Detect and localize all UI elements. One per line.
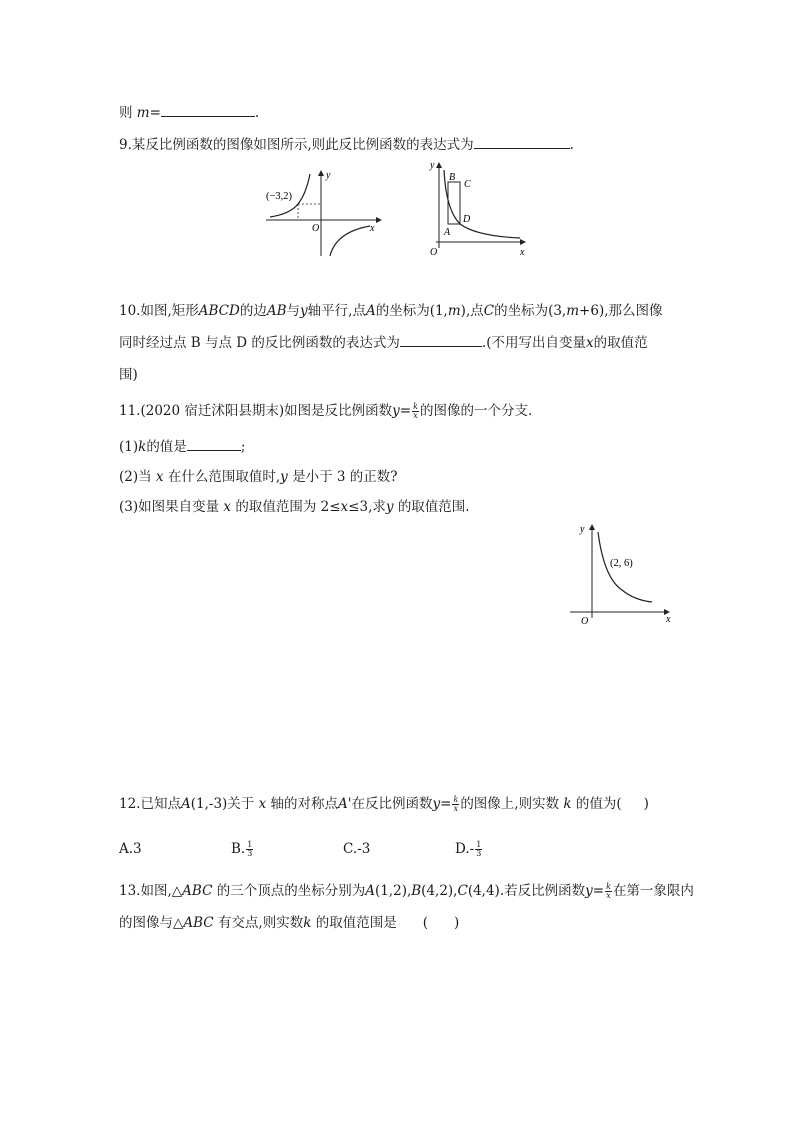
q11-eq: = bbox=[399, 403, 412, 419]
q12-frac-num: k bbox=[453, 795, 459, 804]
q10-abcd: ABCD bbox=[198, 303, 240, 319]
q10-origin-label: O bbox=[430, 247, 438, 258]
q12-text: (1,-3)关于 bbox=[190, 796, 255, 812]
q11-text: 在什么范围取值时, bbox=[167, 469, 281, 485]
q11-point-label: (2, 6) bbox=[610, 558, 633, 569]
q12-text: 的值为( bbox=[575, 796, 622, 812]
q12-fraction bbox=[452, 796, 459, 813]
q13-abc: ABC bbox=[183, 915, 214, 931]
q13-text: (1,2), bbox=[374, 883, 412, 899]
q12-option-d[interactable] bbox=[455, 840, 483, 858]
q13-text: 的取值范围是 bbox=[315, 915, 397, 931]
q11-text: (2)当 bbox=[119, 469, 152, 485]
q11-origin-label: O bbox=[581, 616, 589, 627]
q10-a: A bbox=[365, 303, 376, 319]
q13-text: 在第一象限内 bbox=[612, 883, 694, 899]
q11-text: 11.(2020 宿迁沭阳县期末)如图是反比例函数 bbox=[119, 403, 393, 419]
q12-text: 在反比例函数 bbox=[351, 796, 433, 812]
q12-option-a-text: A.3 bbox=[119, 841, 142, 857]
q10-line-1 bbox=[119, 302, 663, 320]
q10-text: .(不用写出自变量 bbox=[481, 335, 586, 351]
q10-m: m bbox=[447, 303, 461, 319]
q10-label-c: C bbox=[464, 179, 471, 190]
q10-text: 10.如图,矩形 bbox=[119, 303, 199, 319]
q12-text: ) bbox=[643, 796, 649, 812]
q9-origin-label: O bbox=[312, 223, 320, 234]
q10-y-label: y bbox=[430, 160, 435, 171]
q11-text: (3)如图果自变量 bbox=[119, 499, 220, 515]
q10-line-3 bbox=[119, 366, 138, 384]
q8-end: . bbox=[254, 105, 260, 121]
q10-x-label: x bbox=[520, 247, 525, 258]
q10-text: 轴平行,点 bbox=[307, 303, 366, 319]
q12-option-b-fraction bbox=[246, 841, 253, 858]
q11-y-label: y bbox=[580, 524, 585, 535]
q10-x: x bbox=[585, 335, 594, 351]
q11-part-1 bbox=[119, 438, 245, 456]
q13-b: B bbox=[411, 883, 422, 899]
q13-text: ( bbox=[422, 915, 428, 931]
q9-figure bbox=[262, 168, 386, 260]
q11-x: x bbox=[223, 499, 232, 515]
q9-y-label: y bbox=[326, 170, 331, 181]
q9-text: 9.某反比例函数的图像如图所示,则此反比例函数的表达式为 bbox=[119, 137, 474, 153]
q10-answer-blank[interactable] bbox=[400, 334, 482, 347]
q9-answer-blank[interactable] bbox=[474, 136, 570, 149]
q11-x: x bbox=[340, 499, 349, 515]
q11-frac-num: k bbox=[413, 402, 418, 411]
q12-option-c[interactable] bbox=[343, 840, 370, 858]
q11-part-3 bbox=[119, 498, 470, 516]
q10-curve bbox=[444, 170, 520, 238]
q13-c: C bbox=[457, 883, 468, 899]
q12-option-d-fraction bbox=[475, 841, 482, 858]
q11-text: 的值是 bbox=[146, 439, 187, 455]
q11-k: k bbox=[138, 439, 147, 455]
q13-y: y bbox=[585, 883, 593, 899]
q10-text: 的边 bbox=[239, 303, 267, 319]
q12-text: 的图像上,则实数 bbox=[460, 796, 560, 812]
q9-line bbox=[119, 136, 574, 154]
q12-x: x bbox=[258, 796, 267, 812]
q10-text: 的取值范 bbox=[593, 335, 648, 351]
q11-head bbox=[119, 402, 532, 420]
q13-text: (4,2), bbox=[421, 883, 458, 899]
q9-y-arrow bbox=[318, 170, 324, 176]
q13-line-2 bbox=[119, 914, 459, 932]
q10-text: +6),那么图像 bbox=[579, 303, 663, 319]
q12-y: y bbox=[432, 796, 441, 812]
q10-text: ),点 bbox=[460, 303, 484, 319]
q11-text: 的取值范围为 2≤ bbox=[235, 499, 341, 515]
q11-y: y bbox=[392, 403, 400, 419]
q12-option-c-text: C.-3 bbox=[343, 841, 371, 857]
q11-text: ; bbox=[240, 439, 246, 455]
q10-text: 围) bbox=[119, 367, 138, 383]
q12-line bbox=[119, 795, 649, 813]
q11-figure bbox=[566, 518, 680, 626]
q10-label-b: B bbox=[449, 172, 456, 183]
q13-eq: = bbox=[592, 883, 605, 899]
q11-text: (1) bbox=[119, 439, 139, 455]
q13-text: 的三个顶点的坐标分别为 bbox=[216, 883, 366, 899]
q10-text: 与 bbox=[286, 303, 301, 319]
q10-rectangle-abcd bbox=[448, 182, 460, 224]
q13-text: 的图像与△ bbox=[119, 915, 184, 931]
q12-option-d-num: 1 bbox=[476, 840, 482, 849]
q12-text: 12.已知点 bbox=[119, 796, 181, 812]
q13-text: (4,4).若反比例函数 bbox=[467, 883, 586, 899]
q11-text: 的图像的一个分支. bbox=[419, 403, 533, 419]
q10-x-arrow bbox=[520, 239, 526, 245]
q12-option-b-prefix: B. bbox=[231, 841, 246, 857]
q11-text: 是小于 3 的正数? bbox=[292, 469, 398, 485]
q12-option-b-den: 3 bbox=[247, 849, 253, 858]
q8-var: m bbox=[136, 105, 150, 121]
q12-option-b[interactable] bbox=[231, 840, 254, 858]
q9-end: . bbox=[569, 137, 574, 153]
q12-frac-den: x bbox=[453, 804, 459, 813]
q12-option-a[interactable] bbox=[119, 840, 142, 858]
q9-x-label: x bbox=[370, 223, 375, 234]
q9-point-label: (−3,2) bbox=[266, 191, 293, 202]
q12-a: A bbox=[180, 796, 191, 812]
q12-option-d-den: 3 bbox=[476, 849, 482, 858]
q8-eq: = bbox=[149, 105, 161, 121]
q12-text: 轴的对称点 bbox=[270, 796, 339, 812]
q10-label-a: A bbox=[444, 227, 451, 238]
q10-figure bbox=[424, 158, 536, 260]
q10-text: 同时经过点 B 与点 D 的反比例函数的表达式为 bbox=[119, 335, 400, 351]
q10-y-arrow bbox=[436, 162, 442, 168]
q10-text: 的坐标为(3, bbox=[494, 303, 567, 319]
q13-k: k bbox=[303, 915, 312, 931]
q13-frac-num: k bbox=[606, 882, 611, 891]
q11-text: 的取值范围. bbox=[397, 499, 470, 515]
q13-text: ) bbox=[454, 915, 460, 931]
q10-m: m bbox=[566, 303, 580, 319]
q10-text: 的坐标为(1, bbox=[375, 303, 448, 319]
q11-y: y bbox=[385, 499, 394, 515]
q11-x: x bbox=[155, 469, 164, 485]
q9-x-arrow bbox=[376, 217, 382, 223]
q10-c: C bbox=[483, 303, 495, 319]
q12-option-b-num: 1 bbox=[247, 840, 253, 849]
q11-x-label: x bbox=[666, 614, 671, 625]
q11-fraction bbox=[412, 403, 419, 420]
q11-part-2 bbox=[119, 468, 398, 486]
q11-y-arrow bbox=[589, 524, 595, 530]
q9-curve-quadrant-4 bbox=[330, 226, 370, 256]
q12-a-prime: A' bbox=[338, 796, 352, 812]
q12-k: k bbox=[563, 796, 572, 812]
q13-abc: ABC bbox=[182, 883, 213, 899]
q13-text: 13.如图,△ bbox=[119, 883, 183, 899]
q12-eq: = bbox=[440, 796, 452, 812]
q13-a: A bbox=[365, 883, 375, 899]
q10-ab: AB bbox=[266, 303, 287, 319]
q13-fraction bbox=[605, 883, 612, 900]
q10-y: y bbox=[300, 303, 308, 319]
q10-line-2 bbox=[119, 334, 648, 352]
q12-option-d-prefix: D.- bbox=[455, 841, 475, 857]
q13-frac-den: x bbox=[606, 891, 611, 900]
q8-prefix: 则 bbox=[119, 105, 137, 121]
q13-text: 有交点,则实数 bbox=[217, 915, 304, 931]
q11-answer-blank[interactable] bbox=[187, 438, 241, 451]
q8-line bbox=[119, 104, 259, 122]
q11-y: y bbox=[280, 469, 288, 485]
q13-line-1 bbox=[119, 882, 694, 900]
q8-answer-blank[interactable] bbox=[161, 104, 255, 117]
q11-text: ≤3,求 bbox=[348, 499, 386, 515]
q11-frac-den: x bbox=[413, 411, 418, 420]
q10-label-d: D bbox=[463, 214, 471, 225]
